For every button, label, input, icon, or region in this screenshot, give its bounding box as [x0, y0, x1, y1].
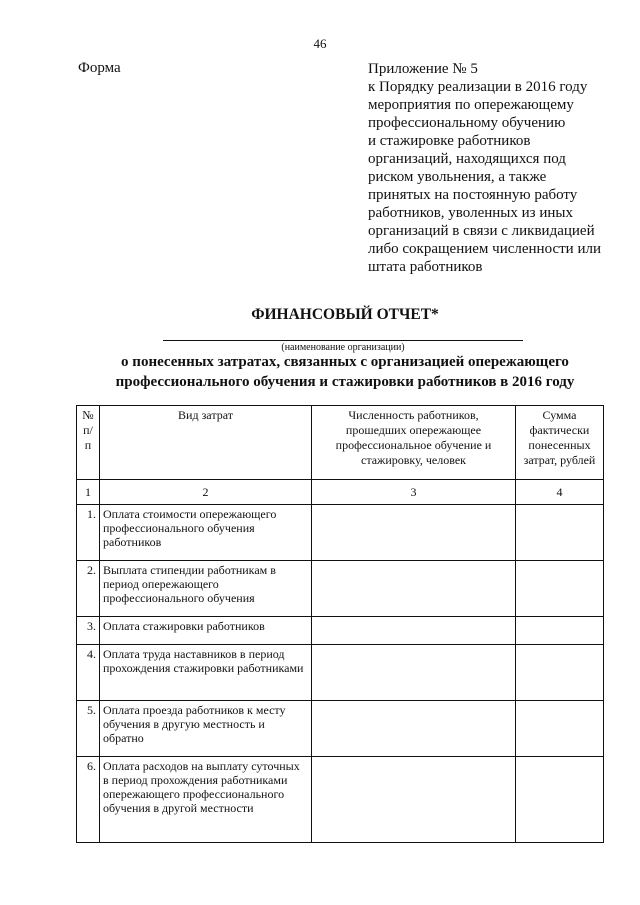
appendix-line: либо сокращением численности или [368, 241, 601, 257]
appendix-line: мероприятия по опережающему [368, 97, 574, 113]
expense-name: Оплата труда наставников в период прохождения стажировки работниками [100, 645, 312, 701]
table-row [77, 701, 604, 757]
employee-count-cell[interactable] [312, 701, 516, 757]
report-subtitle [0, 352, 640, 392]
row-number: 2. [77, 561, 100, 617]
expense-sum-cell[interactable] [516, 645, 604, 701]
expense-sum-cell[interactable] [516, 757, 604, 843]
header-employee-count: Численность работников, прошедших опережающее профессиональное обучение и стажировку, человек [312, 406, 516, 480]
row-number: 3. [77, 617, 100, 645]
appendix-line: профессиональному обучению [368, 115, 566, 131]
expense-sum-cell[interactable] [516, 701, 604, 757]
expense-sum-cell[interactable] [516, 617, 604, 645]
organization-caption: (наименование организации) [281, 342, 405, 353]
subtitle-line: о понесенных затратах, связанных с организацией опережающего [121, 354, 569, 370]
appendix-line: работников, уволенных из иных [368, 205, 573, 221]
employee-count-cell[interactable] [312, 645, 516, 701]
form-label: Форма [78, 60, 121, 76]
expense-name: Оплата расходов на выплату суточных в период прохождения работниками опережающего профессионального обучения в другой местности [100, 757, 312, 843]
appendix-line: штата работников [368, 259, 483, 275]
table-row [77, 645, 604, 701]
row-number: 1. [77, 505, 100, 561]
appendix-line: организаций, находящихся под [368, 151, 566, 167]
expense-sum-cell[interactable] [516, 561, 604, 617]
header-expense-type: Вид затрат [100, 406, 312, 480]
table-row [77, 561, 604, 617]
appendix-line: и стажировке работников [368, 133, 531, 149]
table-row [77, 617, 604, 645]
expense-sum-cell[interactable] [516, 505, 604, 561]
row-number: 6. [77, 757, 100, 843]
subtitle-line: профессионального обучения и стажировки работников в 2016 году [115, 374, 575, 390]
row-number: 4. [77, 645, 100, 701]
appendix-line: принятых на постоянную работу [368, 187, 578, 203]
table-row [77, 757, 604, 843]
header-number: № п/п [77, 406, 100, 480]
column-number: 4 [516, 480, 604, 505]
employee-count-cell[interactable] [312, 757, 516, 843]
column-numbers-row [77, 480, 604, 505]
employee-count-cell[interactable] [312, 617, 516, 645]
column-number: 2 [100, 480, 312, 505]
expense-name: Оплата стоимости опережающего профессионального обучения работников [100, 505, 312, 561]
table-header-row [77, 406, 604, 480]
expense-name: Выплата стипендии работникам в период опережающего профессионального обучения [100, 561, 312, 617]
employee-count-cell[interactable] [312, 505, 516, 561]
appendix-reference [368, 60, 618, 276]
column-number: 1 [77, 480, 100, 505]
appendix-line: риском увольнения, а также [368, 169, 547, 185]
appendix-line: к Порядку реализации в 2016 году [368, 79, 588, 95]
row-number: 5. [77, 701, 100, 757]
expense-name: Оплата стажировки работников [100, 617, 312, 645]
header-expense-sum: Сумма фактически понесенных затрат, рублей [516, 406, 604, 480]
appendix-line: организаций в связи с ликвидацией [368, 223, 595, 239]
expense-name: Оплата проезда работников к месту обучения в другую местность и обратно [100, 701, 312, 757]
employee-count-cell[interactable] [312, 561, 516, 617]
table-row [77, 505, 604, 561]
appendix-line: Приложение № 5 [368, 61, 478, 77]
expense-table [76, 405, 604, 843]
organization-name-line[interactable] [163, 340, 523, 341]
page-number: 46 [313, 36, 327, 51]
column-number: 3 [312, 480, 516, 505]
report-title: ФИНАНСОВЫЙ ОТЧЕТ* [251, 306, 439, 323]
